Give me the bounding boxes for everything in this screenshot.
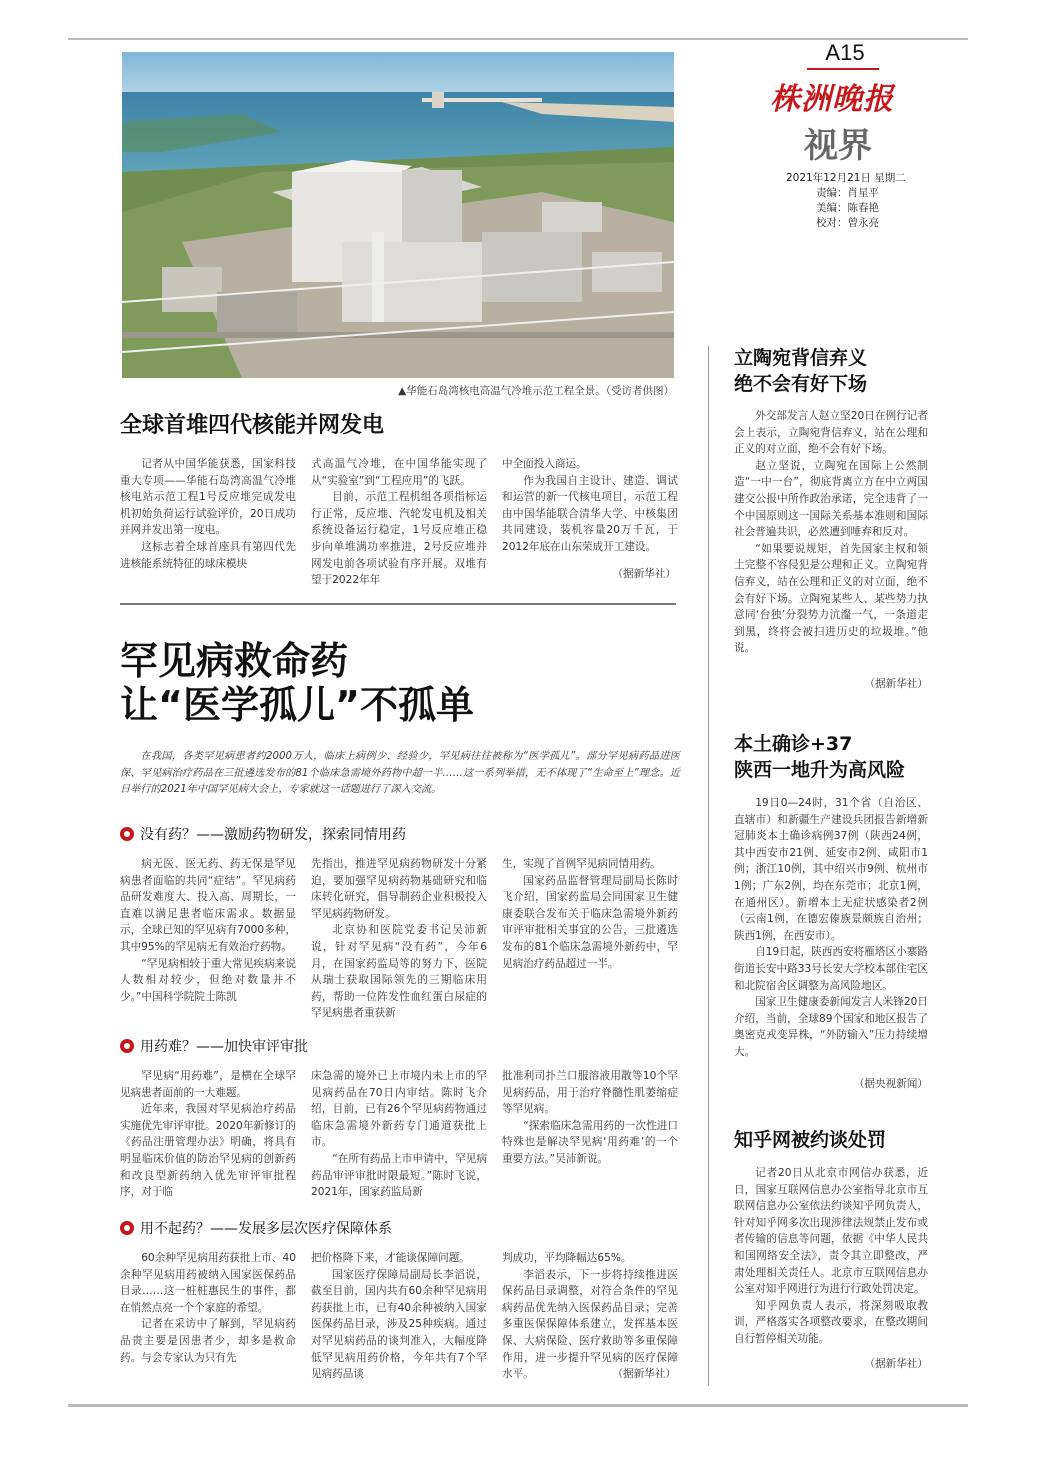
paragraph: 李滔表示，下一步将持续推进医保药品目录调整，对符合条件的罕见病药品优先纳入医保药品目录；完善多重医保保障体系建立，发挥基本医保、大病保险、医疗救助等多重保障作用，进一步提升罕见病的医疗保障水平。: [502, 1268, 678, 1381]
paragraph: 批准利司扑兰口服溶液用散等10个罕见病药品，用于治疗脊髓性肌萎缩症等罕见病。: [502, 1070, 678, 1116]
paragraph: 生，实现了首例罕见病同情用药。: [502, 858, 661, 870]
editor-credit: 责编：肖星平: [816, 187, 879, 199]
section3-col1: [120, 1250, 296, 1366]
paragraph: 病无医、医无药、药无保是罕见病患者面临的共同“症结”。罕见病药品研发难度大、投入高、周期长，一直难以满足患者临床需求。数据显示，全球已知的罕见病有7000多种，其中95%的罕见病无有效治疗药物。: [120, 858, 296, 953]
section2-col3: [502, 1068, 678, 1168]
paragraph: “如果要说规矩，首先国家主权和领土完整不容侵犯是公理和正义。立陶宛背信弃义，站在公理和正义的对立面，绝不会有好下场。立陶宛某些人、某些势力执意同‘台独’分裂势力沆瀣一气，一条道走到黑，终将会被扫进历史的垃圾堆。”他说。: [734, 542, 928, 655]
header-red-line: [807, 68, 879, 70]
paragraph: 判成功，平均降幅达65%。: [502, 1252, 632, 1264]
section-heading-3: [120, 1218, 392, 1238]
lead-paragraph: 在我国，各类罕见病患者约2000万人，临床上病例少、经验少，罕见病往往被称为“医学孤儿”。部分罕见病药品进医保、罕见病治疗药品在三批遴选发布的81个临床急需境外药物中超一半……这一系列举措，无不体现了“生命至上”理念。近日举行的2021年中国罕见病大会上，专家就这一话题进行了深入交流。: [120, 751, 680, 795]
article1-col1: [120, 456, 296, 572]
section-name: 视界: [804, 126, 872, 166]
paragraph: 床急需的境外已上市境内未上市的罕见病药品在70日内审结。陈时飞介绍，目前，已有26个罕见病药物通过临床急需境外新药专门通道获批上市。: [311, 1070, 487, 1149]
article2-title-line2: 让“医学孤儿”不孤单: [120, 683, 474, 727]
section2-col1: [120, 1068, 296, 1201]
paragraph: 把价格降下来，才能谈保障问题。: [311, 1252, 470, 1264]
paragraph: “在所有药品上市申请中，罕见病药品审评审批时限最短。”陈时飞说，2021年，国家药监局新: [311, 1152, 487, 1199]
bullet-icon: [120, 1039, 134, 1053]
section1-col1: [120, 856, 296, 1005]
issue-date: 2021年12月21日 星期二: [786, 172, 906, 184]
paragraph: 式高温气冷堆，在中国华能实现了从“实验室”到“工程应用”的飞跃。: [311, 458, 487, 487]
article1-source: （据新华社）: [612, 568, 676, 580]
sidebar3-body: [734, 1165, 928, 1348]
sidebar1-body: [734, 408, 928, 657]
section-heading-text: 没有药？——激励药物研发，探索同情用药: [140, 827, 406, 843]
sidebar2-body: [734, 795, 928, 1061]
sidebar1-title-line2: 绝不会有好下场: [734, 373, 868, 395]
article1-col3: [502, 456, 678, 556]
column-divider: [708, 346, 709, 1386]
paragraph: 自19日起，陕西西安将雁塔区小寨路街道长安中路33号长安大学校本部住宅区和北院宿舍区调整为高风险地区。: [734, 946, 928, 992]
article1-col2: [311, 456, 487, 589]
paragraph: “罕见病相较于重大常见疾病来说人数相对较少，但绝对数量并不少。”中国科学院院士陈凯: [120, 957, 296, 1003]
paragraph: 中全面投入商运。: [502, 458, 587, 470]
section3-col2: [311, 1250, 487, 1383]
article2-lead: [120, 749, 680, 799]
section-heading-text: 用药难？——加快审评审批: [140, 1039, 308, 1055]
paragraph: 60余种罕见病用药获批上市、40余种罕见病用药被纳入国家医保药品目录……这一桩桩惠民生的事件，都在悄然点亮一个个家庭的希望。: [120, 1252, 296, 1314]
paragraph: 罕见病“用药难”，是横在全球罕见病患者面前的一大难题。: [120, 1070, 296, 1099]
sidebar1-source: （据新华社）: [864, 678, 928, 690]
paragraph: 赵立坚说，立陶宛在国际上公然制造“一中一台”，彻底背离立方在中立两国建交公报中所作政治承诺，完全违背了一个中国原则这一国际关系基本准则和国际社会普遍共识，必然遭到唾弃和反对。: [734, 459, 928, 539]
section2-col2: [311, 1068, 487, 1201]
bullet-icon: [120, 827, 134, 841]
section-heading-2: [120, 1036, 308, 1056]
paragraph: 作为我国自主设计、建造、调试和运营的新一代核电项目，示范工程由中国华能联合清华大学、中核集团共同建设，装机容量20万千瓦，于2012年底在山东荣成开工建设。: [502, 474, 678, 553]
paragraph: 这标志着全球首座具有第四代先进核能系统特征的球床模块: [120, 540, 296, 570]
sidebar2-title-line1: 本土确诊+37: [734, 733, 853, 755]
section1-col3: [502, 856, 678, 972]
section-heading-1: [120, 824, 406, 844]
paragraph: 国家卫生健康委新闻发言人米锋20日介绍，当前，全球89个国家和地区报告了奥密克戎变异株，“外防输入”压力持续增大。: [734, 996, 928, 1058]
sidebar2-source: （据央视新闻）: [853, 1078, 928, 1090]
paragraph: 19日0—24时，31个省（自治区、直辖市）和新疆生产建设兵团报告新增新冠肺炎本土确诊病例37例（陕西24例，其中西安市21例、延安市2例、咸阳市1例；浙江10例，其中绍兴市9例、杭州市1例；广东2例，均在东莞市；北京1例，在通州区）。新增本土无症状感染者2例（云南1例，在德宏傣族景颇族自治州；陕西1例，在西安市）。: [734, 797, 928, 942]
paragraph: 国家药品监督管理局副局长陈时飞介绍，国家药监局会同国家卫生健康委联合发布关于临床急需境外新药审评审批相关事宜的公告，三批遴选发布的81个临床急需境外新药中，罕见病治疗药品超过一半。: [502, 874, 678, 970]
article1-title: 全球首堆四代核能并网发电: [120, 413, 385, 438]
article2-source: （据新华社）: [612, 1368, 676, 1380]
sidebar3-title: 知乎网被约谈处罚: [734, 1129, 887, 1151]
sidebar3-source: （据新华社）: [864, 1358, 928, 1370]
paragraph: 记者在采访中了解到，罕见病药品贵主要是因患者少，却多是救命药。与会专家认为只有先: [120, 1318, 296, 1364]
photo-caption: ▲华能石岛湾核电高温气冷堆示范工程全景。（受访者供图）: [398, 385, 674, 397]
section-heading-text: 用不起药？——发展多层次医疗保障体系: [140, 1221, 392, 1237]
paragraph: 国家医疗保障局副局长李滔说，截至目前，国内共有60余种罕见病用药获批上市，已有40余种被纳入国家医保药品目录，涉及25种疾病。通过对罕见病药品的谈判准入，大幅度降低罕见病用药价格，今年共有7个罕见病药品谈: [311, 1268, 487, 1381]
paragraph: 目前，示范工程机组各项指标运行正常，反应堆、汽轮发电机及相关系统设备运行稳定，1号反应堆正稳步向单堆满功率推进，2号反应堆并网发电前各项试验有序开展。双堆有望于2022年年: [311, 491, 487, 587]
paragraph: 记者20日从北京市网信办获悉，近日，国家互联网信息办公室指导北京市互联网信息办公室依法约谈知乎网负责人，针对知乎网多次出现涉律法规禁止发布或者传输的信息等问题，依据《中华人民共和国网络安全法》，责令其立即整改，严肃处理相关责任人。北京市互联网信息办公室对知乎网进行为进行行政处罚决定。: [734, 1167, 928, 1296]
paragraph: 先指出，推进罕见病药物研发十分紧迫，要加强罕见病药物基础研究和临床转化研究，倡导制药企业积极投入罕见病药物研发。: [311, 858, 487, 920]
designer-credit: 美编：陈春艳: [816, 202, 879, 214]
proofreader-credit: 校对：曾永亮: [816, 217, 879, 229]
nuclear-plant-photo: [122, 52, 674, 378]
paper-logo: 株洲晚报: [770, 82, 894, 117]
bottom-rule: [68, 1404, 968, 1407]
sidebar2-title-line2: 陕西一地升为高风险: [734, 759, 906, 781]
paragraph: 外交部发言人赵立坚20日在例行记者会上表示，立陶宛背信弃义，站在公理和正义的对立面，绝不会有好下场。: [734, 410, 928, 456]
section1-col2: [311, 856, 487, 1022]
paragraph: “探索临床急需用药的一次性进口特殊也是解决罕见病‘用药难’的一个重要方法。”吴沛新说。: [502, 1119, 678, 1165]
section3-col3: [502, 1250, 678, 1383]
article2-title-line1: 罕见病救命药: [120, 639, 349, 683]
paragraph: 知乎网负责人表示，将深刻吸取教训，严格落实各项整改要求，在整改期间自行暂停相关功能。: [734, 1299, 928, 1345]
paragraph: 近年来，我国对罕见病治疗药品实施优先审评审批。2020年新修订的《药品注册管理办法》明确，将具有明显临床价值的防治罕见病的创新药和改良型新药纳入优先审评审批程序，对于临: [120, 1103, 296, 1199]
article-divider: [120, 603, 676, 605]
paragraph: 记者从中国华能获悉，国家科技重大专项——华能石岛湾高温气冷堆核电站示范工程1号反应堆完成发电机初始负荷运行试验评价，20日成功并网并发出第一度电。: [120, 458, 296, 537]
sidebar1-title-line1: 立陶宛背信弃义: [734, 347, 868, 369]
bullet-icon: [120, 1221, 134, 1235]
page-number: A15: [825, 40, 865, 65]
paragraph: 北京协和医院党委书记吴沛新说，针对罕见病“没有药”，今年6月，在国家药监局等的努力下，医院从瑞士获取国际领先的三期临床用药，帮助一位阵发性血红蛋白尿症的罕见病患者重获新: [311, 924, 487, 1020]
